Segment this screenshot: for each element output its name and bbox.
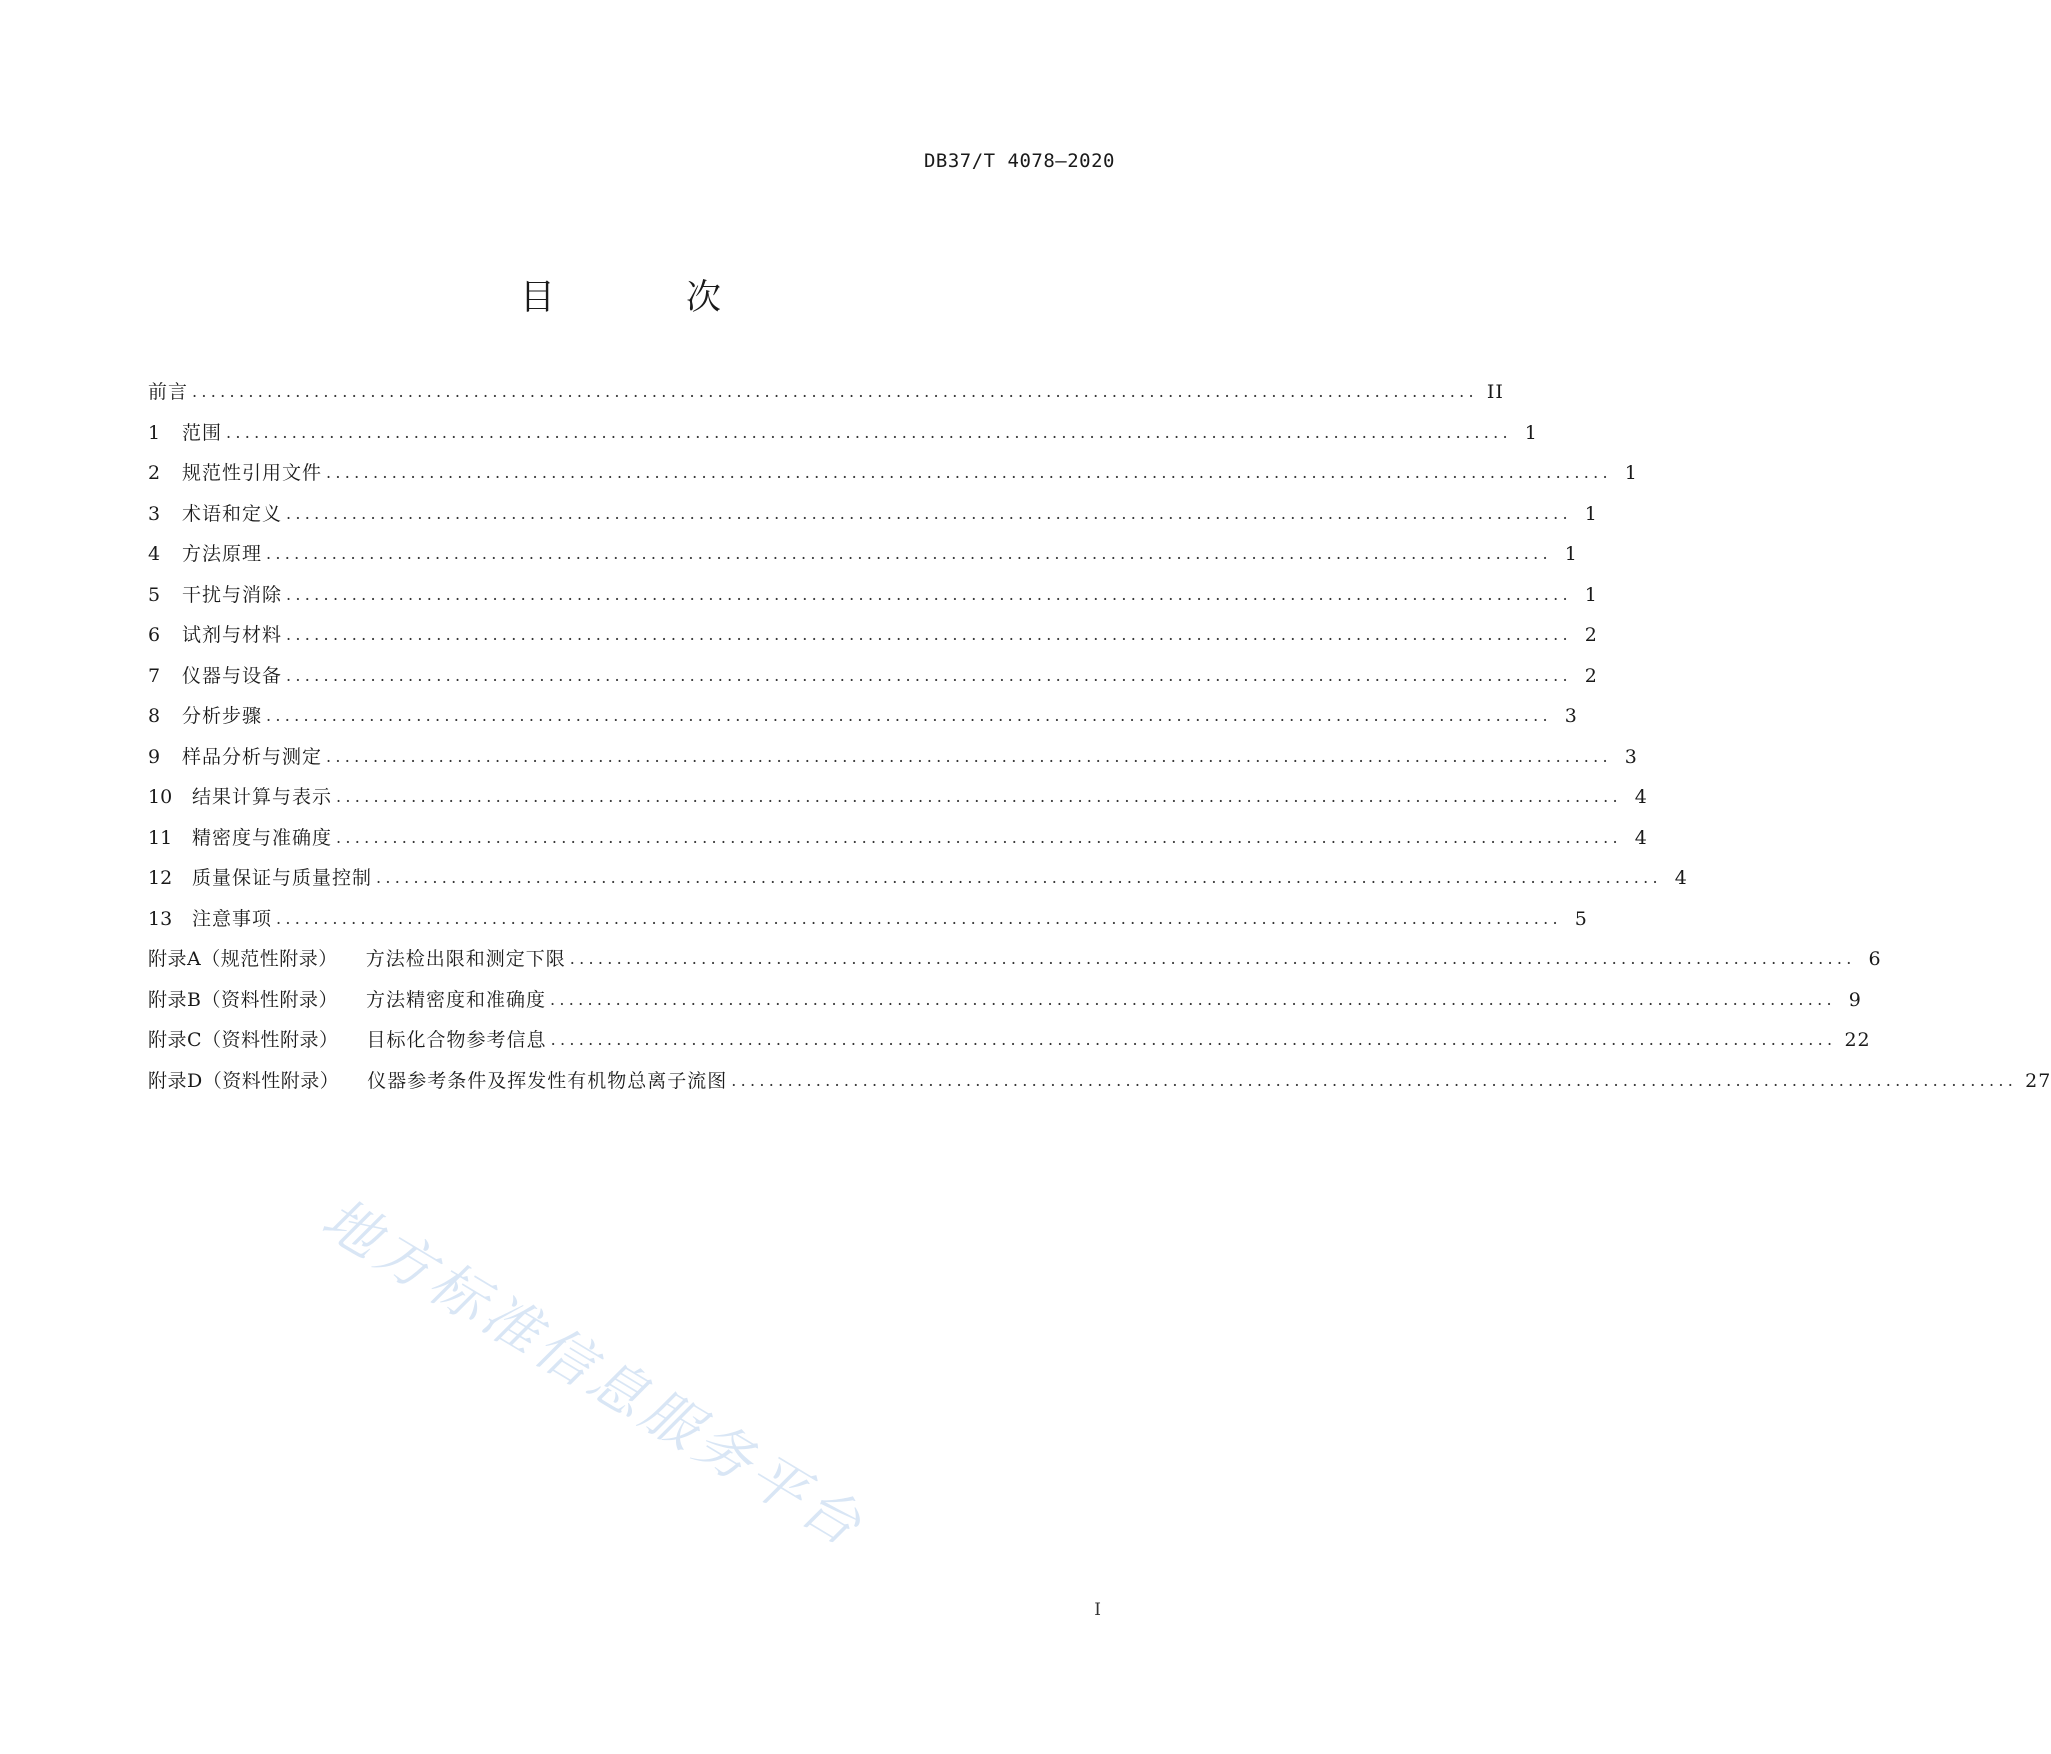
toc-entry-label: 规范性引用文件 <box>182 462 323 485</box>
toc-entry-sublabel: 方法精密度和准确度 <box>365 988 546 1011</box>
page-number: I <box>1094 1600 1101 1620</box>
toc-entry-13[interactable] <box>148 899 1588 940</box>
toc-entry-label: 样品分析与测定 <box>182 745 323 768</box>
toc-entry-number: 11 <box>148 826 173 849</box>
toc-entry-number: 3 <box>148 502 161 525</box>
toc-entry-number: 6 <box>148 624 161 647</box>
toc-leader-dots: ......................................................................................................................................... <box>326 463 1612 483</box>
toc-entry-label: 干扰与消除 <box>182 583 283 606</box>
toc-entry-number: 4 <box>148 543 161 566</box>
toc-entry-page: 1 <box>1584 502 1598 525</box>
toc-entry-page: 9 <box>1848 988 1862 1011</box>
toc-entry-page: 22 <box>1844 1029 1871 1052</box>
toc-leader-dots: ......................................................................................................................................... <box>549 989 1836 1009</box>
toc-entry-label: 前言 <box>148 381 189 404</box>
toc-entry-number: 8 <box>148 705 161 728</box>
watermark-text: 地方标准信息服务平台 <box>310 1185 876 1562</box>
toc-entry-label: 试剂与材料 <box>182 624 283 647</box>
toc-leader-dots: ......................................................................................................................................... <box>569 949 1856 969</box>
toc-entry-label: 术语和定义 <box>182 502 283 525</box>
toc-entry-appendix-b[interactable] <box>148 980 1862 1021</box>
table-of-contents <box>148 372 2051 1101</box>
toc-entry-7[interactable] <box>148 656 1598 697</box>
toc-entry-number: 10 <box>148 786 173 809</box>
toc-entry-page: 4 <box>1634 826 1648 849</box>
toc-entry-page: 2 <box>1584 664 1598 687</box>
toc-entry-sublabel: 目标化合物参考信息 <box>366 1029 547 1052</box>
toc-entry-appendix-c[interactable] <box>148 1020 1871 1061</box>
toc-entry-sublabel: 方法检出限和测定下限 <box>365 948 566 971</box>
toc-entry-4[interactable] <box>148 534 1578 575</box>
toc-entry-12[interactable] <box>148 858 1688 899</box>
toc-leader-dots: ......................................................................................................................................... <box>376 868 1662 888</box>
toc-entry-label: 仪器与设备 <box>182 664 283 687</box>
toc-leader-dots: ......................................................................................................................................... <box>336 787 1622 807</box>
toc-leader-dots: ......................................................................................................................................... <box>550 1030 1837 1050</box>
toc-entry-number: 13 <box>148 907 173 930</box>
toc-entry-2[interactable] <box>148 453 1638 494</box>
toc-entry-label: 附录B（资料性附录） <box>148 988 338 1011</box>
toc-entry-sublabel: 仪器参考条件及挥发性有机物总离子流图 <box>367 1069 728 1092</box>
toc-entry-label: 附录A（规范性附录） <box>148 948 338 971</box>
toc-leader-dots: ......................................................................................................................................... <box>266 544 1552 564</box>
toc-entry-label: 注意事项 <box>192 907 273 930</box>
toc-entry-page: 4 <box>1634 786 1648 809</box>
toc-entry-number: 12 <box>148 867 173 890</box>
toc-entry-label: 附录D（资料性附录） <box>148 1069 340 1092</box>
toc-entry-number: 7 <box>148 664 161 687</box>
document-code: DB37/T 4078—2020 <box>923 150 1115 172</box>
toc-entry-label: 范围 <box>182 421 223 444</box>
toc-leader-dots: ......................................................................................................................................... <box>731 1070 2018 1090</box>
toc-entry-page: 1 <box>1564 543 1578 566</box>
toc-entry-foreword[interactable] <box>148 372 1504 413</box>
toc-entry-label: 附录C（资料性附录） <box>148 1029 339 1052</box>
toc-entry-appendix-d[interactable] <box>148 1061 2051 1102</box>
toc-entry-number: 5 <box>148 583 161 606</box>
toc-entry-10[interactable] <box>148 777 1648 818</box>
toc-leader-dots: ......................................................................................................................................... <box>286 503 1572 523</box>
toc-entry-8[interactable] <box>148 696 1578 737</box>
toc-entry-page: 3 <box>1624 745 1638 768</box>
toc-entry-label: 精密度与准确度 <box>192 826 333 849</box>
page-title: 目 次 <box>519 278 782 318</box>
toc-leader-dots: ......................................................................................................................................... <box>192 382 1478 402</box>
toc-leader-dots: ......................................................................................................................................... <box>326 746 1612 766</box>
toc-entry-1[interactable] <box>148 413 1538 454</box>
toc-entry-number: 1 <box>148 421 161 444</box>
toc-leader-dots: ......................................................................................................................................... <box>336 827 1622 847</box>
toc-entry-number: 9 <box>148 745 161 768</box>
toc-leader-dots: ......................................................................................................................................... <box>286 625 1572 645</box>
toc-entry-3[interactable] <box>148 494 1598 535</box>
toc-entry-page: 5 <box>1574 907 1588 930</box>
toc-leader-dots: ......................................................................................................................................... <box>286 665 1572 685</box>
toc-entry-5[interactable] <box>148 575 1598 616</box>
toc-entry-appendix-a[interactable] <box>148 939 1882 980</box>
toc-entry-page: 6 <box>1868 948 1882 971</box>
toc-entry-page: 4 <box>1674 867 1688 890</box>
toc-entry-6[interactable] <box>148 615 1598 656</box>
toc-leader-dots: ......................................................................................................................................... <box>276 908 1562 928</box>
toc-entry-9[interactable] <box>148 737 1638 778</box>
toc-entry-page: 1 <box>1524 421 1538 444</box>
toc-entry-label: 质量保证与质量控制 <box>192 867 373 890</box>
toc-entry-page: 3 <box>1564 705 1578 728</box>
toc-leader-dots: ......................................................................................................................................... <box>226 422 1512 442</box>
toc-leader-dots: ......................................................................................................................................... <box>286 584 1572 604</box>
toc-leader-dots: ......................................................................................................................................... <box>266 706 1552 726</box>
toc-entry-page: 1 <box>1584 583 1598 606</box>
toc-entry-label: 分析步骤 <box>182 705 263 728</box>
toc-entry-page: 2 <box>1584 624 1598 647</box>
toc-entry-page: II <box>1486 381 1504 404</box>
toc-entry-page: 1 <box>1624 462 1638 485</box>
toc-entry-label: 结果计算与表示 <box>192 786 333 809</box>
toc-entry-11[interactable] <box>148 818 1648 859</box>
toc-entry-label: 方法原理 <box>182 543 263 566</box>
toc-entry-page: 27 <box>2025 1069 2051 1092</box>
toc-entry-number: 2 <box>148 462 161 485</box>
